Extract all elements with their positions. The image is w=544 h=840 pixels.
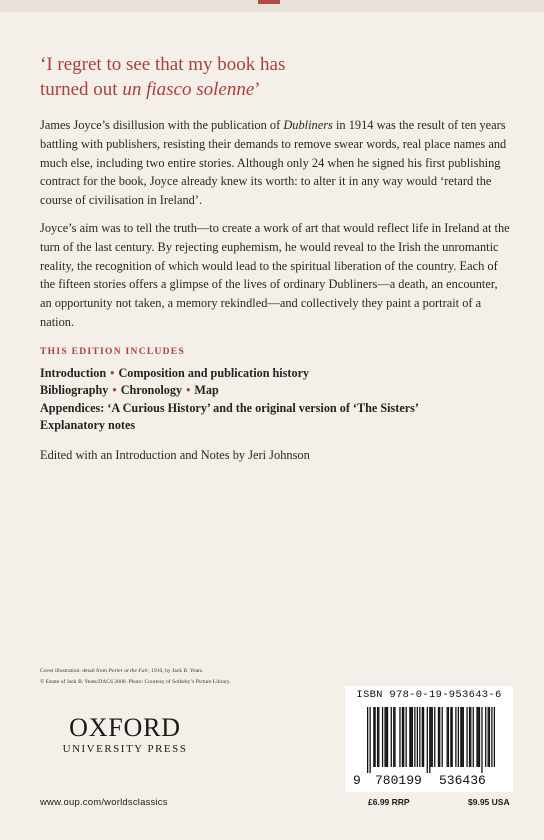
barcode-bar — [466, 707, 467, 767]
barcode-bar — [369, 707, 370, 773]
barcode-bar — [393, 707, 394, 767]
includes-line-2 — [40, 382, 510, 400]
publisher-logo — [40, 714, 210, 756]
publisher-name: OXFORD — [69, 713, 181, 742]
barcode-bar — [460, 707, 461, 767]
barcode-bar — [387, 707, 388, 767]
barcode-bar — [430, 707, 431, 767]
barcode-bar — [382, 707, 383, 767]
includes-line-3: Appendices: ‘A Curious History’ and the original version of ‘The Sisters’ — [40, 400, 419, 415]
includes-item: Bibliography — [40, 383, 109, 398]
includes-line-1 — [40, 365, 510, 383]
credits-pre: Cover illustration: detail from — [40, 668, 109, 674]
barcode-digit-group: 536436 — [439, 773, 486, 788]
barcode-bar — [384, 707, 385, 767]
isbn-label: ISBN 978-0-19-953643-6 — [356, 689, 502, 701]
barcode-bar — [447, 707, 448, 767]
barcode-bar — [377, 707, 378, 767]
back-cover-text — [40, 52, 510, 464]
edition-includes-list — [40, 365, 510, 435]
barcode-bar — [458, 707, 459, 767]
includes-item: Introduction — [40, 365, 107, 380]
barcode-bar — [427, 707, 428, 773]
barcode-bar — [461, 707, 462, 767]
bullet-separator: • — [112, 383, 117, 398]
barcode-bar — [439, 707, 440, 767]
barcode-digits — [345, 773, 513, 789]
barcode-bar — [409, 707, 410, 767]
barcode-icon — [367, 707, 495, 773]
edited-by: Edited with an Introduction and Notes by Jeri Johnson — [40, 447, 310, 462]
barcode-bar — [414, 707, 415, 767]
credits-post: , 1910, by Jack B. Yeats. — [148, 668, 204, 674]
pull-quote-line2-post: ’ — [254, 79, 261, 100]
blurb-p1-pre: James Joyce’s disillusion with the publication of — [40, 118, 284, 132]
barcode-bar — [473, 707, 474, 767]
barcode-bar — [367, 707, 368, 773]
barcode-bar — [373, 707, 374, 767]
barcode-bar — [399, 707, 400, 767]
barcode-bar — [488, 707, 489, 767]
blurb-paragraph-1 — [40, 116, 510, 210]
barcode-bar — [422, 707, 423, 767]
barcode-bar — [432, 707, 433, 767]
barcode-bar — [374, 707, 375, 767]
includes-line-4: Explanatory notes — [40, 418, 136, 433]
publisher-url: www.oup.com/worldsclassics — [40, 797, 168, 808]
includes-item: Map — [194, 383, 219, 398]
barcode-bar — [476, 707, 477, 767]
edition-includes-heading: THIS EDITION INCLUDES — [40, 346, 186, 357]
price-us: $9.95 USA — [468, 797, 510, 807]
top-accent-mark — [258, 0, 280, 4]
barcode-bar — [391, 707, 392, 767]
barcode-bar — [479, 707, 480, 767]
barcode-bar — [411, 707, 412, 767]
barcode-bar — [463, 707, 464, 767]
barcode-bar — [448, 707, 449, 767]
barcode-bar — [412, 707, 413, 767]
barcode-digit-group: 780199 — [375, 773, 422, 788]
pull-quote-line2-pre: turned out — [40, 79, 123, 100]
barcode-bar — [491, 707, 492, 767]
barcode-bar — [419, 707, 420, 767]
barcode-bar — [378, 707, 379, 767]
barcode-bar — [469, 707, 470, 767]
barcode-bar — [478, 707, 479, 767]
barcode-bar — [386, 707, 387, 767]
barcode-bar — [394, 707, 395, 767]
includes-item: Chronology — [120, 383, 183, 398]
barcode-bar — [485, 707, 486, 767]
bullet-separator: • — [186, 383, 191, 398]
barcode-digit-group: 9 — [353, 773, 361, 788]
credits-line-2: © Estate of Jack B. Yeats/DACS 2008. Photo: Courtesy of Sotheby’s Picture Library. — [40, 679, 231, 685]
pull-quote — [40, 52, 510, 102]
includes-item: Composition and publication history — [118, 365, 310, 380]
barcode-bar — [494, 707, 495, 767]
pull-quote-italic: un fiasco solenne — [122, 79, 255, 100]
publisher-subname: UNIVERSITY PRESS — [62, 743, 188, 755]
barcode-bar — [481, 707, 482, 773]
barcode-bar — [429, 707, 430, 773]
barcode-bar — [452, 707, 453, 767]
barcode-bar — [442, 707, 443, 767]
book-title-italic: Dubliners — [283, 118, 333, 132]
barcode-bar — [438, 707, 439, 767]
barcode-bar — [434, 707, 435, 767]
barcode-bar — [423, 707, 424, 767]
barcode-bar — [406, 707, 407, 767]
pull-quote-line1: ‘I regret to see that my book has — [40, 54, 286, 75]
price-gb: £6.99 RRP — [368, 797, 410, 807]
barcode-bar — [417, 707, 418, 767]
blurb-p1-post: in 1914 was the result of ten years battling with publishers, resisting their demands to remove swear words, real place names and much else, including two entire stories. Although only 24 when he signed his first publishing contract for the book, Joyce already knew its worth: to alter it in any way would ‘retard the course of civilisation in Ireland’. — [40, 118, 507, 208]
barcode-bar — [455, 707, 456, 767]
artwork-title: Porter at the Fair — [108, 668, 149, 674]
bullet-separator: • — [110, 365, 115, 380]
barcode-bar — [489, 707, 490, 767]
barcode-bar — [403, 707, 404, 767]
barcode-block — [345, 686, 513, 792]
barcode-bar — [470, 707, 471, 767]
barcode-bar — [450, 707, 451, 767]
cover-credits — [40, 666, 380, 688]
blurb-paragraph-2: Joyce’s aim was to tell the truth—to create a work of art that would reflect life in Ireland at the turn of the last century. By rejecting euphemism, he would reveal to the Irish the unromantic reality, the recognition of which would lead to the spiritual liberation of the country. Each of the fifteen stories offers a glimpse of the lives of ordinary Dubliners—a death, an encounter, an opportunity not taken, a memory rekindled—and collectively they paint a portrait of a nation. — [40, 220, 510, 329]
credits-line-1 — [40, 666, 380, 677]
barcode-bar — [402, 707, 403, 767]
